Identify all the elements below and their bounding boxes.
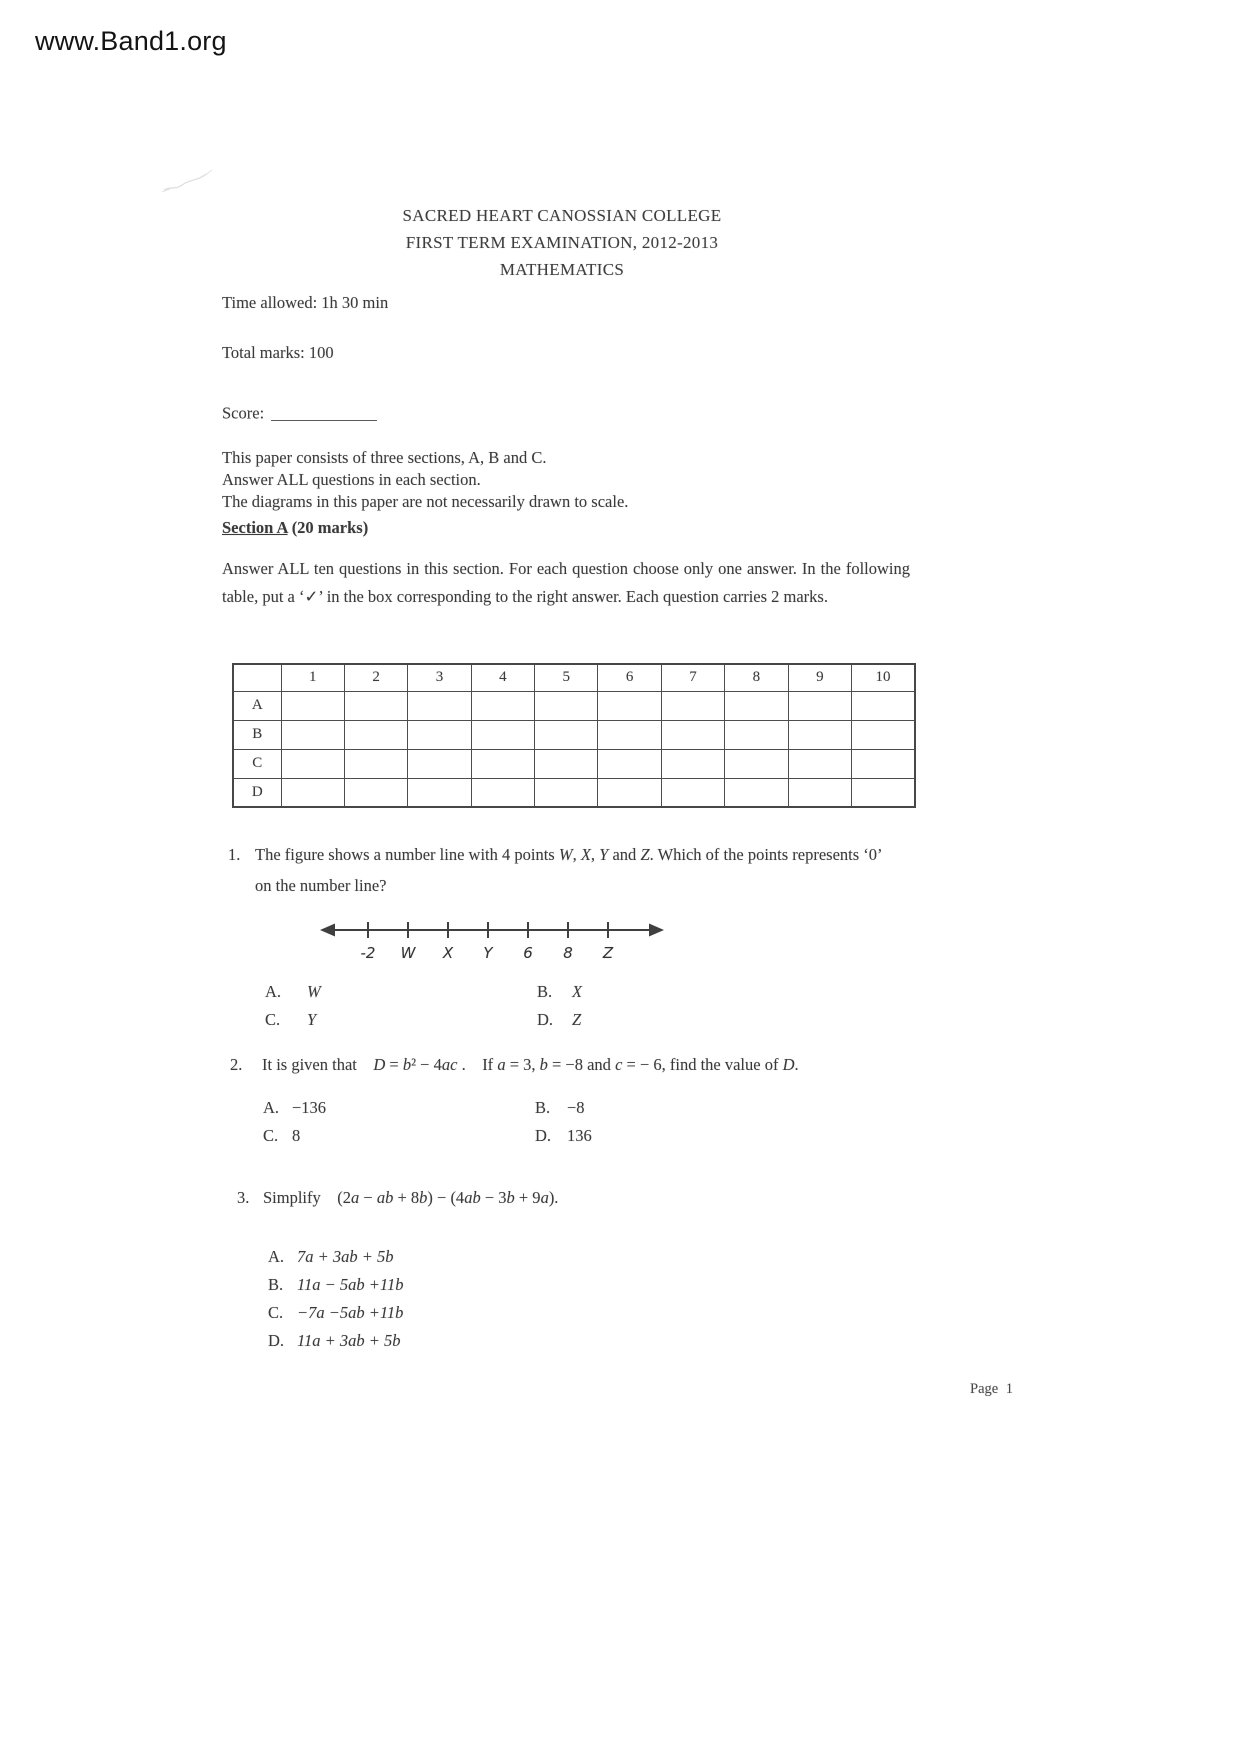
instruction-line-1: This paper consists of three sections, A, B and C. xyxy=(222,448,547,467)
answer-grid-row-label: D xyxy=(233,778,281,807)
number-line-figure xyxy=(318,906,666,962)
q3-option-d-value: 11a + 3ab + 5b xyxy=(297,1331,401,1350)
total-marks: Total marks: 100 xyxy=(222,343,334,362)
q2-option-a-letter: A. xyxy=(263,1098,280,1117)
instruction-line-2: Answer ALL questions in each section. xyxy=(222,470,481,489)
school-name: SACRED HEART CANOSSIAN COLLEGE xyxy=(402,206,722,225)
answer-cell xyxy=(281,691,344,720)
answer-grid-row-D xyxy=(233,778,915,807)
section-a-intro: Answer ALL ten questions in this section. For each question choose only one answer. In the following table, put a ‘✓’ in the box corresponding to the right answer. Each question carries 2 marks. xyxy=(222,559,910,606)
q1-option-a-value: W xyxy=(307,982,321,1001)
answer-cell xyxy=(598,778,661,807)
answer-cell xyxy=(598,749,661,778)
answer-grid-row-A xyxy=(233,691,915,720)
answer-grid-col-header: 4 xyxy=(471,664,534,691)
q2-option-b-value: −8 xyxy=(567,1098,585,1117)
question-1-stem: The figure shows a number line with 4 points W, X, Y and Z. Which of the points represents ‘0’ xyxy=(255,845,883,864)
q3-option-c-letter: C. xyxy=(268,1303,284,1322)
answer-cell xyxy=(661,691,724,720)
exam-title: FIRST TERM EXAMINATION, 2012-2013 xyxy=(405,233,719,252)
answer-cell xyxy=(598,691,661,720)
answer-grid-col-header: 5 xyxy=(535,664,598,691)
answer-cell xyxy=(725,778,788,807)
general-instructions xyxy=(222,447,628,513)
answer-cell xyxy=(344,749,407,778)
question-2-number: 2. xyxy=(230,1055,243,1074)
q3-option-d-letter: D. xyxy=(268,1331,285,1350)
answer-cell xyxy=(788,778,851,807)
answer-grid-row-B xyxy=(233,720,915,749)
score-label: Score: xyxy=(222,403,265,423)
answer-cell xyxy=(281,720,344,749)
number-line-label: -2 xyxy=(360,944,376,962)
answer-grid-col-header: 9 xyxy=(788,664,851,691)
q3-option-b-value: 11a − 5ab +11b xyxy=(297,1275,404,1294)
section-a-title: Section A xyxy=(222,518,288,537)
q2-option-d-letter: D. xyxy=(535,1126,552,1145)
answer-cell xyxy=(408,691,471,720)
question-3-stem: Simplify (2a − ab + 8b) − (4ab − 3b + 9a). xyxy=(263,1188,559,1207)
q1-option-a-letter: A. xyxy=(265,982,282,1001)
score-blank-line xyxy=(271,403,377,421)
answer-grid-col-header: 8 xyxy=(725,664,788,691)
answer-cell xyxy=(788,691,851,720)
q3-option-c-value: −7a −5ab +11b xyxy=(297,1303,404,1322)
q2-option-c-value: 8 xyxy=(292,1126,301,1145)
score-row xyxy=(222,400,377,423)
q3-option-a-letter: A. xyxy=(268,1247,285,1266)
answer-cell xyxy=(344,778,407,807)
answer-cell xyxy=(344,720,407,749)
q2-option-d-value: 136 xyxy=(567,1126,592,1145)
answer-cell xyxy=(725,749,788,778)
number-line-label: X xyxy=(442,944,454,962)
answer-cell xyxy=(471,720,534,749)
number-line-label: 6 xyxy=(523,944,533,962)
q1-option-c-letter: C. xyxy=(265,1010,281,1029)
q3-option-a-value: 7a + 3ab + 5b xyxy=(297,1247,394,1266)
answer-grid-row-C xyxy=(233,749,915,778)
q1-option-c-value: Y xyxy=(307,1010,317,1029)
answer-cell xyxy=(788,720,851,749)
answer-grid-col-header: 7 xyxy=(661,664,724,691)
answer-grid-col-header: 2 xyxy=(344,664,407,691)
answer-grid-table xyxy=(232,663,916,808)
title-block xyxy=(262,202,862,283)
page-number: Page 1 xyxy=(970,1381,1014,1397)
answer-grid-header-row xyxy=(233,664,915,691)
answer-grid-col-header: 1 xyxy=(281,664,344,691)
answer-cell xyxy=(852,720,915,749)
answer-cell xyxy=(598,720,661,749)
answer-grid-row-label: C xyxy=(233,749,281,778)
answer-cell xyxy=(852,691,915,720)
answer-cell xyxy=(852,749,915,778)
q1-option-d-value: Z xyxy=(572,1010,582,1029)
answer-cell xyxy=(281,778,344,807)
answer-cell xyxy=(471,691,534,720)
answer-cell xyxy=(281,749,344,778)
q2-option-a-value: −136 xyxy=(292,1098,327,1117)
answer-cell xyxy=(725,720,788,749)
answer-grid-col-header: 3 xyxy=(408,664,471,691)
instruction-line-3: The diagrams in this paper are not necessarily drawn to scale. xyxy=(222,492,629,511)
answer-cell xyxy=(408,778,471,807)
answer-cell xyxy=(535,749,598,778)
answer-cell xyxy=(661,749,724,778)
q2-option-c-letter: C. xyxy=(263,1126,279,1145)
answer-cell xyxy=(661,778,724,807)
question-1-number: 1. xyxy=(228,845,241,864)
answer-cell xyxy=(344,691,407,720)
answer-cell xyxy=(788,749,851,778)
number-line-label: Y xyxy=(483,944,493,962)
watermark-url: www.Band1.org xyxy=(35,26,227,56)
q3-option-b-letter: B. xyxy=(268,1275,284,1294)
right-arrow-icon xyxy=(649,924,664,937)
answer-grid-row-label: A xyxy=(233,691,281,720)
question-2-stem: It is given that D = b² − 4ac . If a = 3, b = −8 and c = − 6, find the value of D. xyxy=(262,1055,799,1074)
answer-cell xyxy=(408,720,471,749)
answer-cell xyxy=(471,778,534,807)
q1-option-b-value: X xyxy=(572,982,583,1001)
number-line-label: Z xyxy=(602,944,614,962)
q2-option-b-letter: B. xyxy=(535,1098,551,1117)
answer-cell xyxy=(725,691,788,720)
answer-cell xyxy=(535,691,598,720)
q1-option-b-letter: B. xyxy=(537,982,553,1001)
answer-cell xyxy=(408,749,471,778)
answer-cell xyxy=(661,720,724,749)
section-a-heading xyxy=(222,518,368,538)
time-allowed: Time allowed: 1h 30 min xyxy=(222,293,389,312)
answer-grid-col-header: 10 xyxy=(852,664,915,691)
answer-cell xyxy=(471,749,534,778)
answer-cell xyxy=(852,778,915,807)
number-line-label: 8 xyxy=(563,944,573,962)
q1-option-d-letter: D. xyxy=(537,1010,554,1029)
number-line-label: W xyxy=(400,944,416,962)
left-arrow-icon xyxy=(320,924,335,937)
pencil-mark xyxy=(160,166,232,196)
answer-grid-row-label: B xyxy=(233,720,281,749)
answer-cell xyxy=(535,720,598,749)
answer-grid-corner-cell xyxy=(233,664,281,691)
subject-title: MATHEMATICS xyxy=(499,260,625,279)
question-3-number: 3. xyxy=(237,1188,250,1207)
answer-grid-col-header: 6 xyxy=(598,664,661,691)
section-a-marks: (20 marks) xyxy=(287,518,369,537)
question-1-stem-line2: on the number line? xyxy=(255,876,387,895)
answer-cell xyxy=(535,778,598,807)
